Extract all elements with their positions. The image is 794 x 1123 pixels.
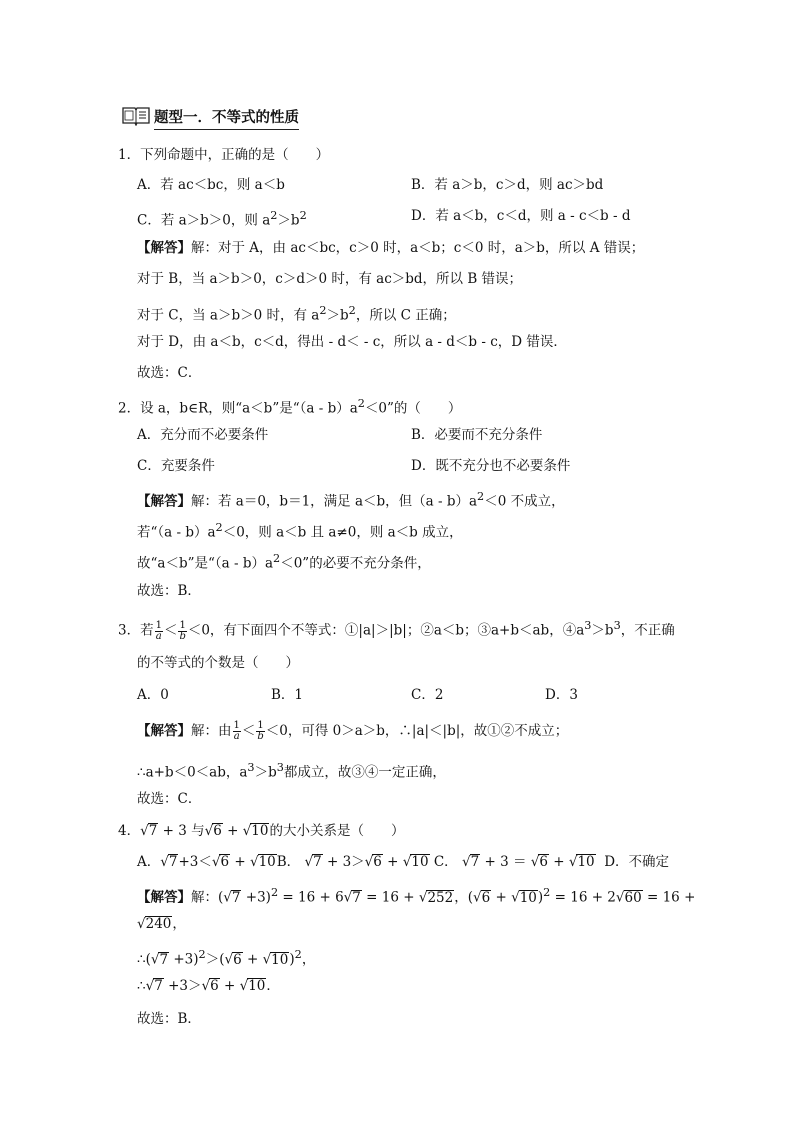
- q4-solution-line4: ∴√7 +3＞√6 + √10．: [137, 978, 280, 994]
- q4-stem: 4．√7 + 3 与√6 + √10的大小关系是（ ）: [118, 823, 405, 839]
- fraction-1-over-a: $\frac{1}{a}$: [155, 619, 162, 642]
- answer-tag: 【解答】: [137, 889, 191, 906]
- q4-solution-line3: ∴(√7 $+3)^2>(√6 + √10)^2$，: [137, 948, 316, 968]
- q1-choice: 故选：C．: [137, 365, 202, 381]
- answer-tag: 【解答】: [137, 493, 191, 510]
- q3-choice: 故选：C．: [137, 791, 202, 807]
- q2-solution-line1: 【解答】解：若 a＝0，b＝1，满足 a＜b，但$(a - b)a^2<0$ 不成立，: [137, 490, 565, 510]
- q3-option-d: D．3: [545, 687, 578, 703]
- q1-solution-line4: 对于 D，由 a＜b，c＜d，得出 - d＜ - c，所以 a - d＜b - c，D 错误．: [137, 334, 567, 350]
- answer-tag: 【解答】: [137, 723, 191, 739]
- book-icon: [121, 104, 151, 126]
- q3-stem: 3．若 $\frac{1}{a}$ ＜ $\frac{1}{b}$ ＜0，有下面四个不等式：①|a|＞|b|；②a＜b；③a+b＜ab，$④a^3>b^3$，不正确: [118, 619, 675, 642]
- q3-option-b: B．1: [271, 687, 304, 703]
- q1-option-a: A．若 ac＜bc，则 a＜b: [137, 177, 285, 193]
- answer-tag: 【解答】: [137, 240, 191, 256]
- q3-option-a: A．0: [137, 687, 169, 703]
- q1-solution-line3: 对于 C，当 a＞b＞0 时，有 $a^2>b^2$，所以 C 正确；: [137, 304, 456, 324]
- q4-choice: 故选：B．: [137, 1011, 201, 1027]
- q2-option-b: B．必要而不充分条件: [411, 427, 543, 443]
- q3-stem-line2: 的不等式的个数是（ ）: [137, 655, 299, 671]
- q3-solution-line2: ∴a+b＜0＜ab，$a^3>b^3$都成立，故③④一定正确，: [137, 761, 446, 781]
- q3-option-c: C．2: [411, 687, 444, 703]
- q1-stem: 1．下列命题中，正确的是（ ）: [118, 147, 330, 163]
- fraction-1-over-b: $\frac{1}{b}$: [179, 619, 186, 642]
- q2-stem: 2．设 a，b∈R，则“a＜b”是“$(a - b)a^2<0$”的（ ）: [118, 397, 462, 417]
- q1-option-d: D．若 a＜b，c＜d，则 a - c＜b - d: [411, 208, 631, 224]
- q1-option-c: C．若 a＞b＞0，则 $a^2>b^2$: [137, 209, 307, 229]
- q4-options: A．√7+3＜√6 + √10B． √7 + 3＞√6 + √10 C． √7 + 3 ＝ √6 + √10 D．不确定: [137, 854, 670, 870]
- q1-solution-line2: 对于 B，当 a＞b＞0，c＞d＞0 时，有 ac＞bd，所以 B 错误；: [137, 271, 523, 287]
- q3-solution-line1: 【解答】解：由 $\frac{1}{a}$ ＜ $\frac{1}{b}$ ＜0，可得 0＞a＞b，∴|a|＜|b|，故①②不成立；: [137, 720, 569, 742]
- q2-option-a: A．充分而不必要条件: [137, 427, 269, 443]
- q4-solution-line1: 【解答】解：$(√7 +3)^2 = 16 + 6√7 = 16 + √252$，$(√6 + √10)^2 = 16 + 2√60 = 16$ +: [137, 886, 696, 906]
- q2-solution-line3: 故“a＜b”是“$(a - b)a^2<0$”的必要不充分条件，: [137, 552, 431, 572]
- q1-option-b: B．若 a＞b，c＞d，则 ac＞bd: [411, 177, 604, 193]
- q2-choice: 故选：B．: [137, 583, 201, 599]
- q1-solution-line1: 【解答】解：对于 A，由 ac＜bc，c＞0 时，a＜b；c＜0 时，a＞b，所以 A 错误；: [137, 240, 645, 256]
- q2-option-d: D．既不充分也不必要条件: [411, 458, 571, 474]
- q4-solution-line2: √240，: [137, 916, 186, 932]
- section-title: 题型一．不等式的性质: [154, 106, 299, 130]
- q2-solution-line2: 若“$(a - b)a^2<0$，则 a＜b 且 a≠0，则 a＜b 成立，: [137, 521, 463, 541]
- q2-option-c: C．充要条件: [137, 458, 215, 474]
